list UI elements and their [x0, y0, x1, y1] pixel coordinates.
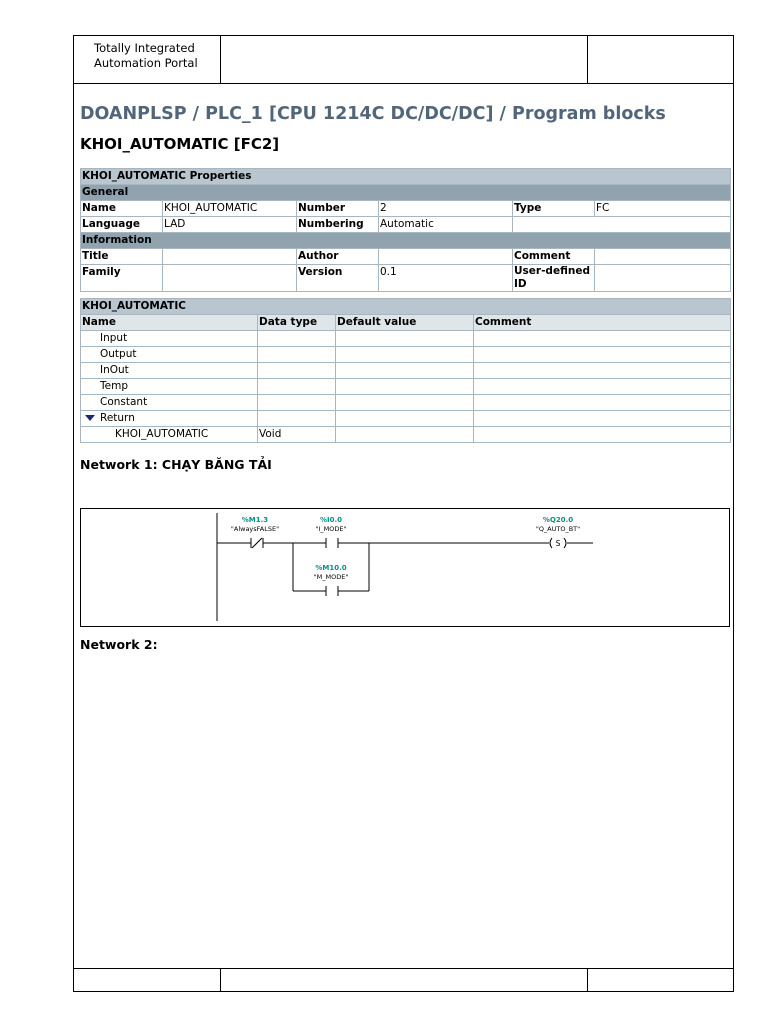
product-name-line2: Automation Portal: [94, 56, 198, 70]
version-label: Version: [297, 265, 379, 292]
footer-right-cell: [587, 968, 734, 992]
network-1-ladder: [80, 508, 730, 627]
header-right-cell: [587, 35, 734, 84]
comment-value: [595, 249, 731, 265]
contact-1-address: %M1.3: [241, 516, 269, 524]
return-item-type: Void: [258, 427, 336, 443]
interface-section-temp: Temp: [81, 379, 258, 395]
interface-table: [80, 298, 731, 443]
comment-label: Comment: [513, 249, 595, 265]
number-value: 2: [379, 201, 513, 217]
general-section-header: General: [81, 185, 731, 201]
contact-3-address: %M10.0: [315, 564, 347, 572]
contact-2-tag: "I_MODE": [315, 525, 347, 533]
collapse-triangle-icon[interactable]: [85, 415, 95, 421]
name-label: Name: [81, 201, 163, 217]
coil-tag: "Q_AUTO_BT": [535, 525, 581, 533]
number-label: Number: [297, 201, 379, 217]
interface-title: KHOI_AUTOMATIC: [81, 299, 731, 315]
col-name-header: Name: [81, 315, 258, 331]
family-label: Family: [81, 265, 163, 292]
family-value: [163, 265, 297, 292]
user-defined-id-label: [513, 265, 595, 292]
product-name-line1: Totally Integrated: [94, 41, 195, 55]
network-1-title: Network 1: CHẠY BĂNG TẢI: [80, 457, 272, 472]
interface-section-return: [81, 411, 258, 427]
name-value: KHOI_AUTOMATIC: [163, 201, 297, 217]
version-value: 0.1: [379, 265, 513, 292]
information-section-header: Information: [81, 233, 731, 249]
interface-section-output: Output: [81, 347, 258, 363]
contact-2-address: %I0.0: [319, 516, 343, 524]
user-defined-label-line1: User-defined: [514, 265, 590, 277]
contact-3-tag: "M_MODE": [313, 573, 349, 581]
author-label: Author: [297, 249, 379, 265]
author-value: [379, 249, 513, 265]
coil-address: %Q20.0: [542, 516, 574, 524]
return-label: Return: [100, 412, 135, 424]
header-product-cell: [73, 35, 221, 84]
contact-1-tag: "AlwaysFALSE": [230, 525, 280, 533]
type-label: Type: [513, 201, 595, 217]
ladder-diagram: [81, 509, 729, 626]
properties-table: [80, 168, 731, 292]
language-value: LAD: [163, 217, 297, 233]
type-value: FC: [595, 201, 731, 217]
properties-title: KHOI_AUTOMATIC Properties: [81, 169, 731, 185]
footer-middle-cell: [220, 968, 588, 992]
interface-section-constant: Constant: [81, 395, 258, 411]
header-middle-cell: [220, 35, 588, 84]
network-2-title: Network 2:: [80, 637, 158, 652]
language-label: Language: [81, 217, 163, 233]
user-defined-id-value: [595, 265, 731, 292]
interface-section-input: Input: [81, 331, 258, 347]
title-value: [163, 249, 297, 265]
col-default-header: Default value: [336, 315, 474, 331]
interface-section-inout: InOut: [81, 363, 258, 379]
block-title: KHOI_AUTOMATIC [FC2]: [80, 135, 280, 153]
numbering-label: Numbering: [297, 217, 379, 233]
breadcrumb: DOANPLSP / PLC_1 [CPU 1214C DC/DC/DC] / Program blocks: [80, 104, 666, 124]
col-comment-header: Comment: [474, 315, 731, 331]
footer-left-cell: [73, 968, 221, 992]
user-defined-label-line2: ID: [514, 278, 527, 290]
title-label: Title: [81, 249, 163, 265]
coil-symbol: S: [555, 539, 561, 548]
numbering-value: Automatic: [379, 217, 513, 233]
return-item-name: KHOI_AUTOMATIC: [81, 427, 258, 443]
col-datatype-header: Data type: [258, 315, 336, 331]
empty-cell: [513, 217, 731, 233]
